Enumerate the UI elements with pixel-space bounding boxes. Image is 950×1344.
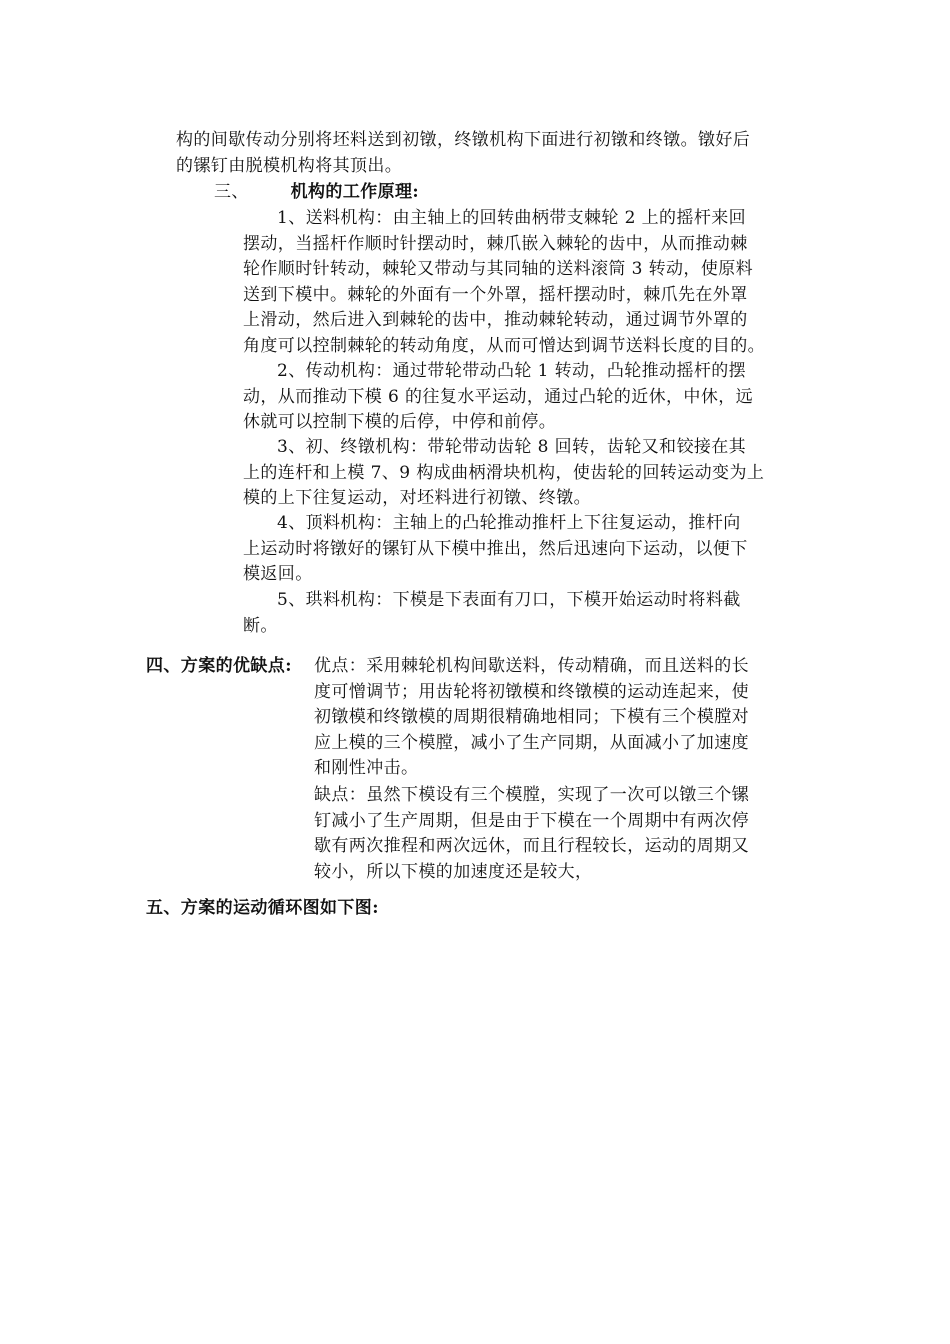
text-line: 缺点：虽然下模设有三个模膛，实现了一次可以镦三个镙 bbox=[314, 785, 749, 805]
section-3-heading bbox=[214, 180, 419, 206]
text-line: 角度可以控制棘轮的转动角度，从而可憎达到调节送料长度的目的。 bbox=[243, 335, 765, 356]
text-line: 3、初、终镦机构：带轮带动齿轮 8 回转，齿轮又和铰接在其 bbox=[277, 437, 747, 457]
cons-paragraph bbox=[314, 783, 749, 885]
text-line: 2、传动机构：通过带轮带动凸轮 1 转动，凸轮推动摇杆的摆 bbox=[277, 361, 747, 381]
text-line: 优点：采用棘轮机构间歇送料，传动精确，而且送料的长 bbox=[314, 656, 749, 676]
section-3-title: 机构的工作原理: bbox=[290, 182, 420, 202]
mechanism-item-3 bbox=[243, 435, 764, 512]
text-line: 5、珙料机构：下模是下表面有刀口，下模开始运动时将料截 bbox=[277, 590, 741, 610]
text-line: 初镦模和终镦模的周期很精确地相同；下模有三个模膛对 bbox=[314, 707, 749, 727]
text-line: 摆动，当摇杆作顺时针摆动时，棘爪嵌入棘轮的齿中，从而推动棘 bbox=[243, 233, 748, 254]
mechanism-item-1 bbox=[243, 206, 765, 359]
text-line: 构的间歇传动分别将坯料送到初镦，终镦机构下面进行初镦和终镦。镦好后 bbox=[176, 130, 751, 150]
text-line: 度可憎调节；用齿轮将初镦模和终镦模的运动连起来，使 bbox=[314, 681, 749, 702]
section-3-number: 三、 bbox=[214, 182, 249, 202]
section-5-title: 五、方案的运动循环图如下图: bbox=[146, 898, 379, 918]
text-line: 和刚性冲击。 bbox=[314, 758, 419, 778]
mechanism-item-5 bbox=[243, 588, 741, 639]
text-line: 较小，所以下模的加速度还是较大， bbox=[314, 861, 593, 882]
text-line: 轮作顺时针转动，棘轮又带动与其同轴的送料滚筒 3 转动，使原料 bbox=[243, 259, 754, 279]
text-line: 歇有两次推程和两次远休，而且行程较长，运动的周期又 bbox=[314, 836, 749, 856]
text-line: 模返回。 bbox=[243, 564, 313, 584]
text-line: 的镙钉由脱模机构将其顶出。 bbox=[176, 155, 403, 176]
text-line: 1、送料机构：由主轴上的回转曲柄带支棘轮 2 上的摇杆来回 bbox=[277, 208, 747, 228]
text-line: 断。 bbox=[243, 615, 278, 636]
text-line: 上滑动，然后进入到棘轮的齿中，推动棘轮转动，通过调节外罩的 bbox=[243, 310, 748, 330]
mechanism-item-2 bbox=[243, 359, 753, 436]
text-line: 钉减小了生产周期，但是由于下模在一个周期中有两次停 bbox=[314, 810, 749, 831]
text-line: 上运动时将镦好的镙钉从下模中推出，然后迅速向下运动，以便下 bbox=[243, 538, 748, 559]
section-4-title: 四、方案的优缺点: bbox=[146, 656, 292, 676]
text-line: 4、顶料机构：主轴上的凸轮推动推杆上下往复运动，推杆向 bbox=[277, 513, 741, 533]
text-line: 送到下模中。棘轮的外面有一个外罩，摇杆摆动时，棘爪先在外罩 bbox=[243, 284, 748, 305]
text-line: 动，从而推动下模 6 的往复水平运动，通过凸轮的近休，中休，远 bbox=[243, 386, 754, 407]
text-line: 应上模的三个模膛，减小了生产同期，从面减小了加速度 bbox=[314, 732, 749, 753]
mechanism-item-4 bbox=[243, 511, 748, 588]
intro-paragraph bbox=[176, 128, 750, 179]
text-line: 休就可以控制下模的后停，中停和前停。 bbox=[243, 412, 557, 432]
pros-paragraph bbox=[314, 654, 749, 782]
text-line: 模的上下往复运动，对坯料进行初镦、终镦。 bbox=[243, 488, 591, 508]
text-line: 上的连杆和上模 7、9 构成曲柄滑块机构，使齿轮的回转运动变为上 bbox=[243, 462, 765, 483]
